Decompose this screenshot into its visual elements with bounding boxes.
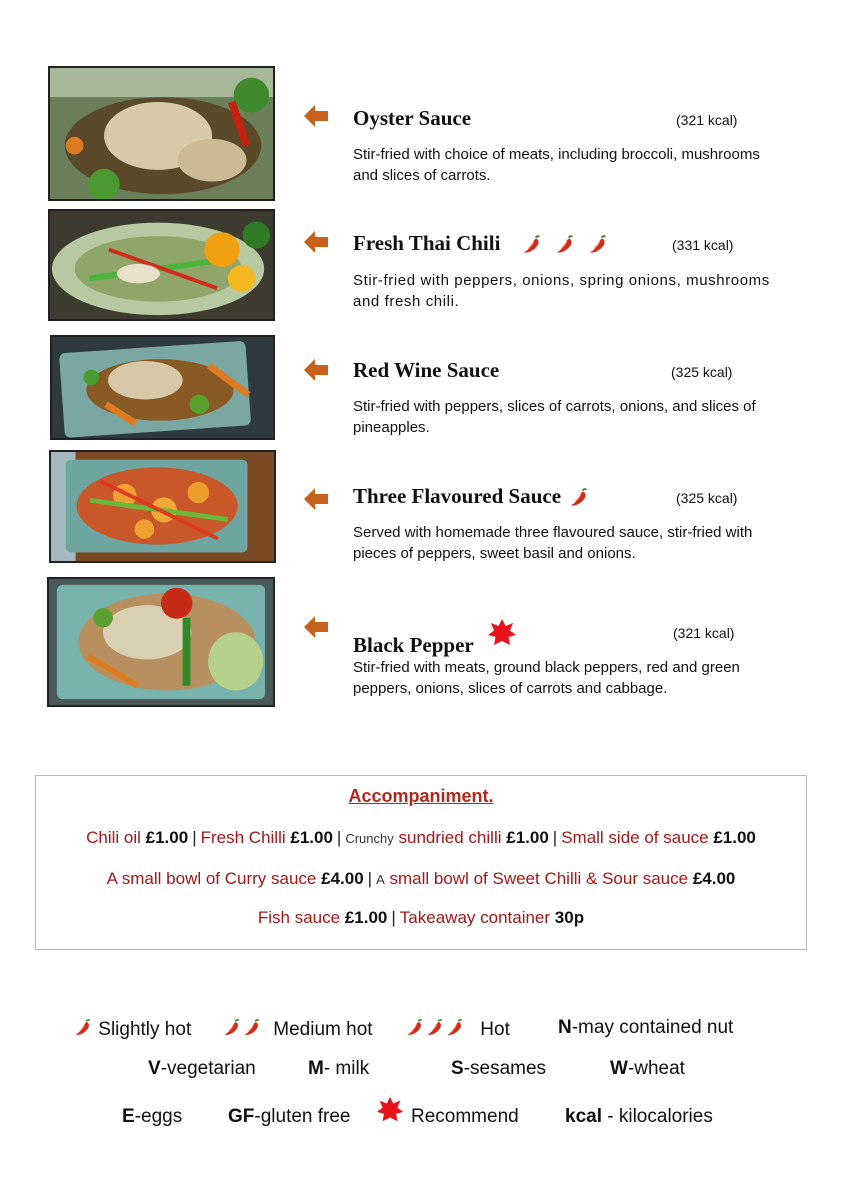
item-label: small bowl of Sweet Chilli & Sour sauce [389,869,689,888]
dish-name-text: Fresh Thai Chili [353,231,501,255]
item-label: A small bowl of Curry sauce [106,869,317,888]
legend-label: -eggs [134,1106,183,1127]
legend-milk [308,1058,369,1080]
chili-icon [425,1017,445,1039]
legend-code: kcal [565,1106,602,1127]
legend-nut [558,1017,733,1039]
dish-photo-fresh-thai-chili [48,209,275,321]
item-price: £1.00 [290,828,333,847]
legend-vegetarian [148,1058,256,1080]
chili-icon [521,234,543,256]
dish-photo-oyster-sauce [48,66,275,201]
dish-name: Oyster Sauce [353,106,472,130]
dish-description: Stir-fried with choice of meats, including broccoli, mushrooms and slices of carrots. [353,146,760,184]
separator: | [367,869,373,888]
legend-sesames [451,1058,546,1080]
legend-wheat [610,1058,685,1080]
chili-icon [445,1017,465,1039]
accompaniment-line-3 [36,908,806,928]
chili-icon [554,234,576,256]
item-price: £1.00 [506,828,549,847]
arrow-icon [304,616,328,638]
legend-label: -may contained nut [571,1017,734,1038]
chili-icon [587,234,609,256]
dish-kcal: (321 kcal) [676,112,738,128]
legend-label: Medium hot [273,1019,373,1040]
accompaniment-line-2 [36,869,806,889]
legend-gluten-free [228,1106,351,1128]
separator: | [391,908,396,927]
dish-kcal: (321 kcal) [673,625,735,641]
dish-kcal: (331 kcal) [672,237,734,253]
star-icon [376,1096,404,1124]
dish-photo-red-wine-sauce [50,335,275,440]
dish-name [353,484,590,509]
legend-label: -sesames [463,1058,547,1079]
arrow-icon [304,488,328,510]
star-icon [487,618,517,648]
dish-kcal: (325 kcal) [676,490,738,506]
item-label: Takeaway container [399,908,551,927]
item-label: Small side of sauce [561,828,709,847]
chili-icon [568,487,590,509]
dish-description: Stir-fried with peppers, slices of carrots, onions, and slices of pineapples. [353,398,756,436]
legend-label: Hot [480,1019,510,1040]
dish-name-text: Three Flavoured Sauce [353,484,562,508]
legend-medium-hot [222,1017,373,1041]
legend-label: Slightly hot [98,1019,192,1040]
accompaniment-title: Accompaniment. [348,786,494,806]
arrow-icon [304,359,328,381]
legend-label: - kilocalories [601,1106,713,1127]
chili-icon [405,1017,425,1039]
chili-icon [222,1017,242,1039]
item-label: sundried chilli [398,828,502,847]
chili-icon [73,1017,93,1039]
item-label: Chili oil [86,828,141,847]
accompaniment-line-1 [36,828,806,848]
dish-photo-black-pepper [47,577,275,707]
dish-photo-three-flavoured-sauce [49,450,276,563]
dish-description: Stir-fried with meats, ground black peppers, red and green peppers, onions, slices of carrots and cabbage. [353,659,740,697]
dish-name [353,618,517,658]
dish-name [353,231,609,256]
item-prefix: A [376,872,385,887]
separator: | [336,828,342,847]
dish-name: Red Wine Sauce [353,358,500,382]
item-label: Fish sauce [257,908,341,927]
dish-description: Stir-fried with peppers, onions, spring onions, mushrooms and fresh chili. [353,272,770,310]
dish-kcal: (325 kcal) [671,364,733,380]
item-label: Fresh Chilli [200,828,286,847]
item-price: £4.00 [321,869,364,888]
legend-kcal [565,1106,713,1128]
legend-recommend-label [411,1106,519,1128]
legend-code: V [148,1058,161,1079]
accompaniment-box [35,775,807,950]
legend-label: - milk [323,1058,370,1079]
item-price: £4.00 [692,869,736,888]
separator: | [552,828,558,847]
arrow-icon [304,231,328,253]
legend-eggs [122,1106,182,1128]
legend-label: -wheat [627,1058,685,1079]
item-price: £1.00 [145,828,189,847]
chili-icon [242,1017,262,1039]
dish-description: Served with homemade three flavoured sauce, stir-fried with pieces of peppers, sweet basil and onions. [353,524,753,562]
legend-code: M [308,1058,324,1079]
legend-hot [405,1017,510,1041]
item-prefix: Crunchy [345,831,394,846]
legend-code: W [610,1058,628,1079]
item-price: £1.00 [344,908,388,927]
legend-code: E [122,1106,135,1127]
legend-label: -vegetarian [160,1058,256,1079]
legend-label: Recommend [411,1106,519,1127]
legend-code: S [451,1058,464,1079]
arrow-icon [304,105,328,127]
separator: | [192,828,197,847]
legend-code: N [558,1017,572,1038]
legend-recommend [376,1096,404,1130]
item-price: 30p [554,908,585,927]
item-price: £1.00 [713,828,756,847]
legend-slightly-hot [73,1017,191,1041]
legend-code: GF [228,1106,255,1127]
legend-label: -gluten free [254,1106,351,1127]
dish-name-text: Black Pepper [353,633,474,657]
